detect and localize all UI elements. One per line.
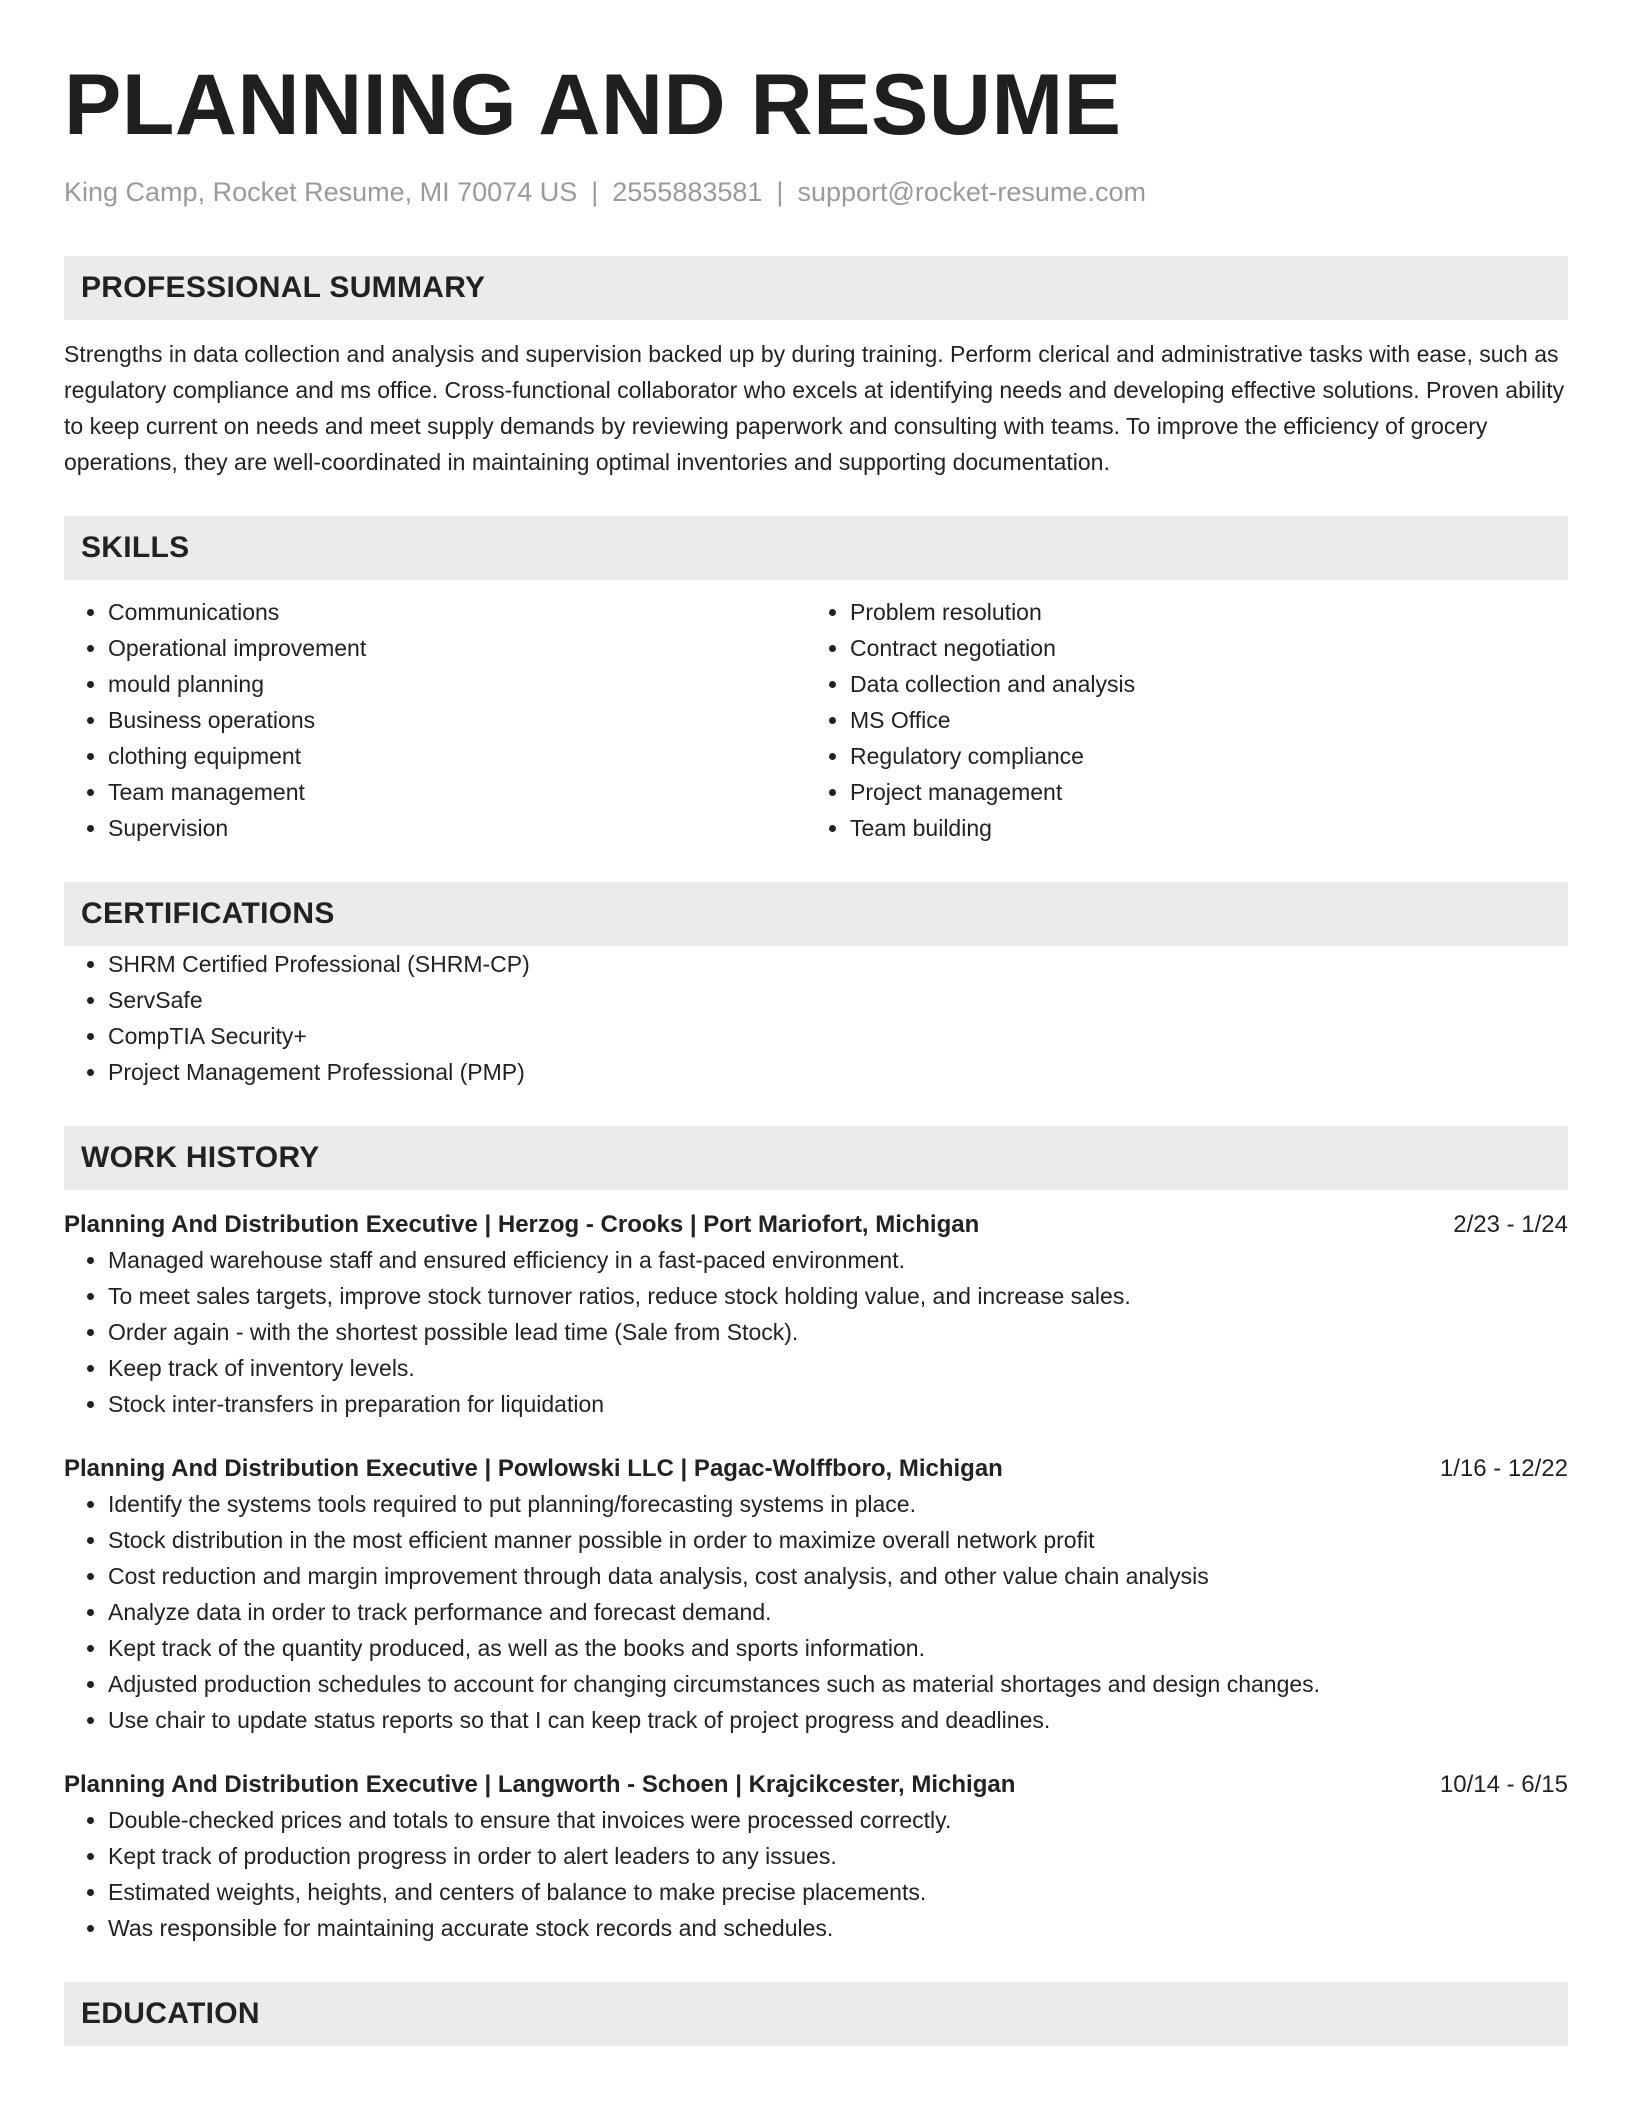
job-title: Planning And Distribution Executive | Herzog - Crooks | Port Mariofort, Michigan: [64, 1211, 980, 1239]
skills-column-right: [806, 594, 1548, 846]
contact-phone: 2555883581: [612, 177, 763, 207]
skill-item: • Project management: [850, 774, 1548, 810]
job-bullet: • Kept track of the quantity produced, as well as the books and sports information.: [108, 1630, 1568, 1666]
contact-address: King Camp, Rocket Resume, MI 70074 US: [64, 177, 578, 207]
certification-item: • CompTIA Security+: [108, 1018, 1568, 1054]
certifications-list: [64, 946, 1568, 1090]
job-bullets: [64, 1242, 1568, 1422]
skill-item: • mould planning: [108, 666, 806, 702]
section-heading-work-history: WORK HISTORY: [64, 1126, 1568, 1190]
skill-item: • Supervision: [108, 810, 806, 846]
skill-item: • Team building: [850, 810, 1548, 846]
job-title: Planning And Distribution Executive | Powlowski LLC | Pagac-Wolffboro, Michigan: [64, 1455, 1003, 1483]
job-bullet: • Managed warehouse staff and ensured efficiency in a fast-paced environment.: [108, 1242, 1568, 1278]
job-bullet: • Use chair to update status reports so that I can keep track of project progress and deadlines.: [108, 1702, 1568, 1738]
job-bullet: • Was responsible for maintaining accurate stock records and schedules.: [108, 1910, 1568, 1946]
section-heading-summary: PROFESSIONAL SUMMARY: [64, 256, 1568, 320]
job-dates: 10/14 - 6/15: [1439, 1771, 1568, 1799]
job-bullet: • Adjusted production schedules to account for changing circumstances such as material shortages and design changes.: [108, 1666, 1568, 1702]
skill-item: • Problem resolution: [850, 594, 1548, 630]
skills-column-left: [64, 594, 806, 846]
job-bullet: • Stock distribution in the most efficient manner possible in order to maximize overall network profit: [108, 1522, 1568, 1558]
job-entry: [64, 1452, 1568, 1738]
section-heading-skills: SKILLS: [64, 516, 1568, 580]
job-dates: 2/23 - 1/24: [1453, 1211, 1568, 1239]
job-bullet: • Stock inter-transfers in preparation for liquidation: [108, 1386, 1568, 1422]
job-bullet: • Order again - with the shortest possible lead time (Sale from Stock).: [108, 1314, 1568, 1350]
job-bullet: • Keep track of inventory levels.: [108, 1350, 1568, 1386]
certification-item: • SHRM Certified Professional (SHRM-CP): [108, 946, 1568, 982]
contact-line: [64, 176, 1568, 208]
contact-separator: |: [591, 177, 599, 207]
skill-item: • Team management: [108, 774, 806, 810]
skill-item: • Operational improvement: [108, 630, 806, 666]
skills-list: [64, 594, 1568, 846]
contact-email: support@rocket-resume.com: [797, 177, 1146, 207]
job-bullet: • Analyze data in order to track performance and forecast demand.: [108, 1594, 1568, 1630]
certification-item: • Project Management Professional (PMP): [108, 1054, 1568, 1090]
job-bullet: • Identify the systems tools required to put planning/forecasting systems in place.: [108, 1486, 1568, 1522]
job-header: [64, 1768, 1568, 1802]
section-heading-certifications: CERTIFICATIONS: [64, 882, 1568, 946]
skill-item: • Business operations: [108, 702, 806, 738]
job-bullet: • Estimated weights, heights, and centers of balance to make precise placements.: [108, 1874, 1568, 1910]
skill-item: • Regulatory compliance: [850, 738, 1548, 774]
job-bullets: [64, 1802, 1568, 1946]
section-heading-education: EDUCATION: [64, 1982, 1568, 2046]
skill-item: • clothing equipment: [108, 738, 806, 774]
job-bullet: • Kept track of production progress in order to alert leaders to any issues.: [108, 1838, 1568, 1874]
job-title: Planning And Distribution Executive | Langworth - Schoen | Krajcikcester, Michigan: [64, 1771, 1016, 1799]
job-bullets: [64, 1486, 1568, 1738]
job-header: [64, 1452, 1568, 1486]
skill-item: • Contract negotiation: [850, 630, 1548, 666]
skill-item: • Communications: [108, 594, 806, 630]
skill-item: • MS Office: [850, 702, 1548, 738]
job-header: [64, 1208, 1568, 1242]
contact-separator: |: [776, 177, 784, 207]
job-entry: [64, 1208, 1568, 1422]
job-bullet: • Cost reduction and margin improvement through data analysis, cost analysis, and other value chain analysis: [108, 1558, 1568, 1594]
page-title: PLANNING AND RESUME: [64, 57, 1122, 153]
skill-item: • Data collection and analysis: [850, 666, 1548, 702]
job-bullet: • Double-checked prices and totals to ensure that invoices were processed correctly.: [108, 1802, 1568, 1838]
job-bullet: • To meet sales targets, improve stock turnover ratios, reduce stock holding value, and increase sales.: [108, 1278, 1568, 1314]
job-entry: [64, 1768, 1568, 1946]
summary-text: Strengths in data collection and analysis and supervision backed up by during training. Perform clerical and administrative tasks with ease, such as regulatory compliance and ms office. Cross-functional collaborator who excels at identifying needs and developing effective solutions. Proven ability to keep current on needs and meet supply demands by reviewing paperwork and consulting with teams. To improve the efficiency of grocery operations, they are well-coordinated in maintaining optimal inventories and supporting documentation.: [64, 341, 1565, 476]
job-dates: 1/16 - 12/22: [1439, 1455, 1568, 1483]
certification-item: • ServSafe: [108, 982, 1568, 1018]
